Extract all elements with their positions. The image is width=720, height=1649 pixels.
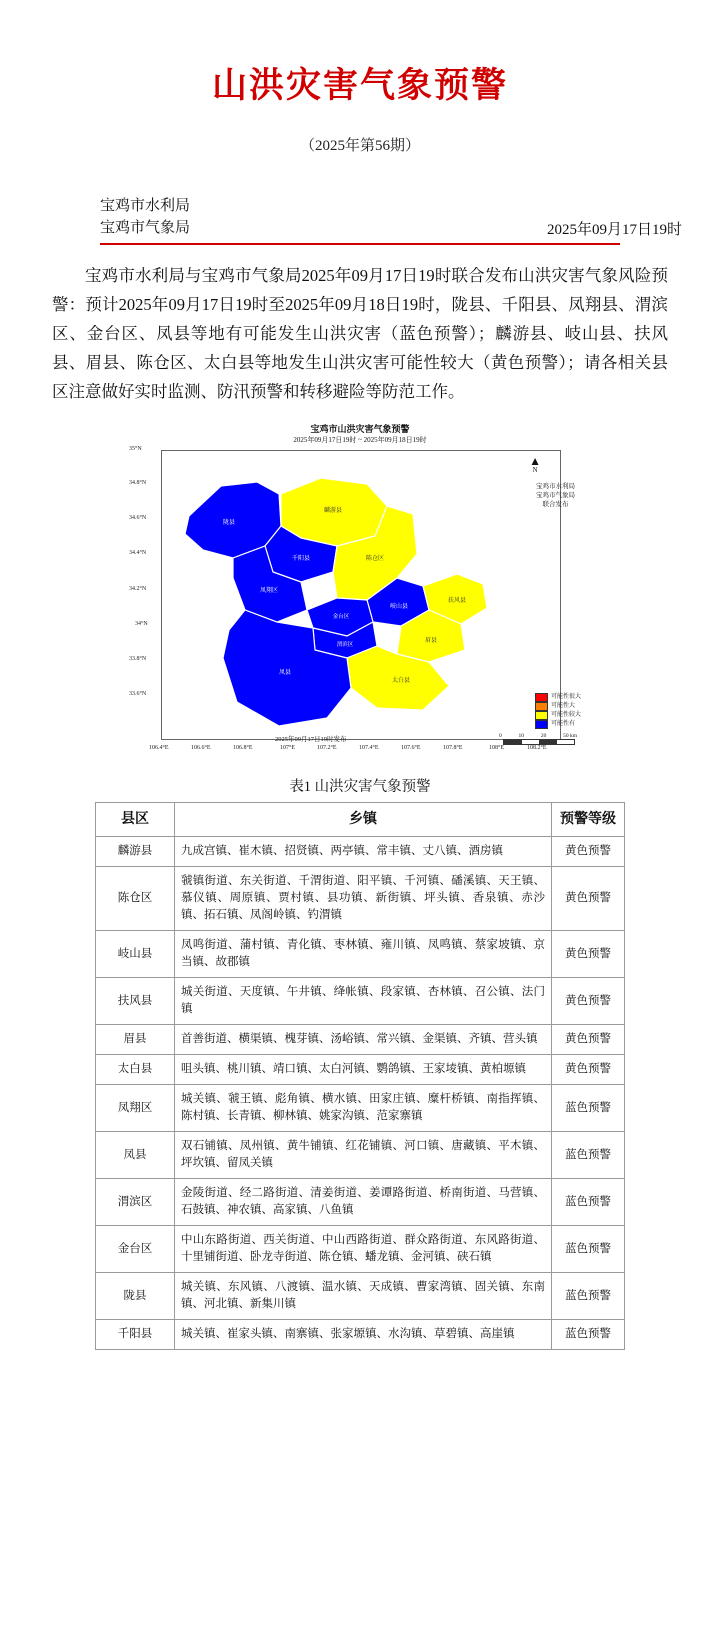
legend-item-3 xyxy=(535,720,581,729)
map-credit-line3: 联合发布 xyxy=(542,501,569,508)
cell-county: 陇县 xyxy=(96,1273,175,1320)
map-label-fengxiangqu: 凤翔区 xyxy=(259,588,279,594)
cell-towns: 城关街道、天度镇、午井镇、绛帐镇、段家镇、杏林镇、召公镇、法门镇 xyxy=(175,978,552,1025)
cell-towns: 凤鸣街道、蒲村镇、青化镇、枣林镇、雍川镇、凤鸣镇、蔡家坡镇、京当镇、故郡镇 xyxy=(175,931,552,978)
map-label-chencang: 陈仓区 xyxy=(365,556,385,562)
legend-item-0 xyxy=(535,693,581,702)
org-line-2: 宝鸡市气象局 xyxy=(100,220,191,236)
cell-county: 千阳县 xyxy=(96,1320,175,1350)
legend-item-1 xyxy=(535,702,581,711)
cell-towns: 城关镇、崔家头镇、南寨镇、张家塬镇、水沟镇、草碧镇、高崖镇 xyxy=(175,1320,552,1350)
table-header-county: 县区 xyxy=(96,803,175,837)
legend-label-3: 可能性有 xyxy=(550,721,575,728)
map-ytick-3: 34.4°N xyxy=(129,550,147,556)
map-label-qishan: 岐山县 xyxy=(389,604,409,610)
table-row xyxy=(96,1273,625,1320)
cell-level: 黄色预警 xyxy=(552,978,625,1025)
table-header-towns: 乡镇 xyxy=(175,803,552,837)
cell-county: 渭滨区 xyxy=(96,1179,175,1226)
cell-towns: 首善街道、横渠镇、槐芽镇、汤峪镇、常兴镇、金渠镇、齐镇、营头镇 xyxy=(175,1025,552,1055)
legend-item-2 xyxy=(535,711,581,720)
cell-level: 黄色预警 xyxy=(552,837,625,867)
cell-towns: 金陵街道、经二路街道、清姜街道、姜谭路街道、桥南街道、马营镇、石鼓镇、神农镇、高家镇、八鱼镇 xyxy=(175,1179,552,1226)
table-row xyxy=(96,837,625,867)
cell-towns: 九成宫镇、崔木镇、招贤镇、两亭镇、常丰镇、丈八镇、酒房镇 xyxy=(175,837,552,867)
table-row xyxy=(96,1025,625,1055)
body-paragraph: 宝鸡市水利局与宝鸡市气象局2025年09月17日19时联合发布山洪灾害气象风险预警：预计2025年09月17日19时至2025年09月18日19时，陇县、千阳县、凤翔县、渭滨区、金台区、凤县等地有可能发生山洪灾害（蓝色预警）；麟游县、岐山县、扶风县、眉县、陈仓区、太白县等地发生山洪灾害可能性较大（黄色预警）；请各相关县区注意做好实时监测、防汛预警和转移避险等防范工作。 xyxy=(52,266,668,401)
table-row xyxy=(96,1085,625,1132)
map-figure xyxy=(125,420,595,765)
scale-tick-0: 0 xyxy=(499,733,502,739)
cell-towns: 咀头镇、桃川镇、靖口镇、太白河镇、鹦鸽镇、王家堎镇、黄柏塬镇 xyxy=(175,1055,552,1085)
map-ytick-7: 33.6°N xyxy=(129,691,147,697)
cell-county: 太白县 xyxy=(96,1055,175,1085)
scale-tick-3: 50 km xyxy=(563,733,577,739)
table-row xyxy=(96,1179,625,1226)
map-xtick-7: 107.8°E xyxy=(443,745,463,751)
cell-level: 蓝色预警 xyxy=(552,1273,625,1320)
map-ytick-2: 34.6°N xyxy=(129,515,147,521)
table-row xyxy=(96,1132,625,1179)
legend-swatch-possible xyxy=(535,720,548,729)
legend-label-0: 可能性很大 xyxy=(550,694,581,701)
cell-level: 黄色预警 xyxy=(552,867,625,931)
cell-level: 蓝色预警 xyxy=(552,1320,625,1350)
warning-table xyxy=(95,802,625,1350)
map-xtick-4: 107.2°E xyxy=(317,745,337,751)
north-arrow: ▲ N xyxy=(529,454,541,474)
issuing-organizations xyxy=(0,195,720,239)
legend-label-2: 可能性较大 xyxy=(550,712,581,719)
cell-level: 蓝色预警 xyxy=(552,1085,625,1132)
cell-towns: 中山东路街道、西关街道、中山西路街道、群众路街道、东风路街道、十里铺街道、卧龙寺街道、陈仓镇、蟠龙镇、金河镇、硖石镇 xyxy=(175,1226,552,1273)
map-label-linyou: 麟游县 xyxy=(323,508,343,514)
map-xtick-6: 107.6°E xyxy=(401,745,421,751)
table-header-level: 预警等级 xyxy=(552,803,625,837)
legend-label-1: 可能性大 xyxy=(550,703,575,710)
legend-swatch-moderate xyxy=(535,711,548,720)
map-subtitle: 2025年09月17日19时 ~ 2025年09月18日19时 xyxy=(293,436,427,444)
table-row xyxy=(96,1320,625,1350)
map-label-jintai: 金台区 xyxy=(332,614,350,620)
table-caption: 表1 山洪灾害气象预警 xyxy=(289,779,431,795)
cell-county: 扶风县 xyxy=(96,978,175,1025)
scale-tick-1: 10 xyxy=(518,733,525,739)
table-header-row xyxy=(96,803,625,837)
cell-level: 蓝色预警 xyxy=(552,1132,625,1179)
map-ytick-5: 34°N xyxy=(135,621,148,627)
cell-county: 凤翔区 xyxy=(96,1085,175,1132)
map-choropleth xyxy=(161,450,561,740)
cell-level: 黄色预警 xyxy=(552,1055,625,1085)
legend-swatch-high xyxy=(535,702,548,711)
map-credit-line2: 宝鸡市气象局 xyxy=(536,492,575,499)
cell-level: 蓝色预警 xyxy=(552,1179,625,1226)
map-label-qianyang: 千阳县 xyxy=(291,556,311,562)
map-credit-line1: 宝鸡市水利局 xyxy=(536,483,575,490)
map-legend xyxy=(535,693,581,729)
map-xtick-0: 106.4°E xyxy=(149,745,169,751)
cell-county: 麟游县 xyxy=(96,837,175,867)
map-label-taibai: 太白县 xyxy=(391,678,411,684)
cell-towns: 城关镇、东风镇、八渡镇、温水镇、天成镇、曹家湾镇、固关镇、东南镇、河北镇、新集川镇 xyxy=(175,1273,552,1320)
cell-level: 黄色预警 xyxy=(552,931,625,978)
cell-county: 凤县 xyxy=(96,1132,175,1179)
map-xtick-1: 106.6°E xyxy=(191,745,211,751)
legend-swatch-very-high xyxy=(535,693,548,702)
cell-county: 眉县 xyxy=(96,1025,175,1055)
cell-county: 岐山县 xyxy=(96,931,175,978)
issue-number: （2025年第56期） xyxy=(299,138,420,154)
map-xtick-2: 106.8°E xyxy=(233,745,253,751)
table-row xyxy=(96,1055,625,1085)
map-label-fengxian: 凤县 xyxy=(278,670,292,676)
map-xtick-5: 107.4°E xyxy=(359,745,379,751)
map-label-weibin: 渭滨区 xyxy=(336,642,354,648)
map-title: 宝鸡市山洪灾害气象预警 xyxy=(310,424,410,434)
map-xtick-3: 107°E xyxy=(280,745,296,751)
north-label: N xyxy=(532,466,538,474)
page-title: 山洪灾害气象预警 xyxy=(211,66,508,105)
cell-towns: 虢镇街道、东关街道、千渭街道、阳平镇、千河镇、磻溪镇、天王镇、慕仪镇、周原镇、贾村镇、县功镇、新街镇、坪头镇、香泉镇、赤沙镇、拓石镇、凤阁岭镇、钓渭镇 xyxy=(175,867,552,931)
map-label-meixian: 眉县 xyxy=(424,638,438,644)
header-divider xyxy=(100,243,620,245)
map-scalebar xyxy=(499,733,577,745)
dateline: 2025年09月17日19时 xyxy=(546,222,682,238)
table-row xyxy=(96,978,625,1025)
cell-level: 蓝色预警 xyxy=(552,1226,625,1273)
map-xtick-9: 108.2°E xyxy=(527,745,547,751)
cell-county: 金台区 xyxy=(96,1226,175,1273)
map-xtick-8: 108°E xyxy=(489,745,505,751)
cell-county: 陈仓区 xyxy=(96,867,175,931)
map-ytick-1: 34.8°N xyxy=(129,480,147,486)
org-line-1: 宝鸡市水利局 xyxy=(100,198,191,214)
table-row xyxy=(96,867,625,931)
map-ytick-6: 33.8°N xyxy=(129,656,147,662)
table-row xyxy=(96,1226,625,1273)
map-label-fufeng: 扶风县 xyxy=(447,598,467,604)
map-issued-note: 2025年09月17日19时发布 xyxy=(275,736,347,743)
cell-level: 黄色预警 xyxy=(552,1025,625,1055)
map-label-longxian: 陇县 xyxy=(222,520,236,526)
table-row xyxy=(96,931,625,978)
cell-towns: 城关镇、虢王镇、彪角镇、横水镇、田家庄镇、糜杆桥镇、南指挥镇、陈村镇、长青镇、柳林镇、姚家沟镇、范家寨镇 xyxy=(175,1085,552,1132)
scale-tick-2: 20 xyxy=(540,733,547,739)
cell-towns: 双石铺镇、凤州镇、黄牛铺镇、红花铺镇、河口镇、唐藏镇、平木镇、坪坎镇、留凤关镇 xyxy=(175,1132,552,1179)
map-ytick-0: 35°N xyxy=(129,446,142,452)
map-ytick-4: 34.2°N xyxy=(129,586,147,592)
